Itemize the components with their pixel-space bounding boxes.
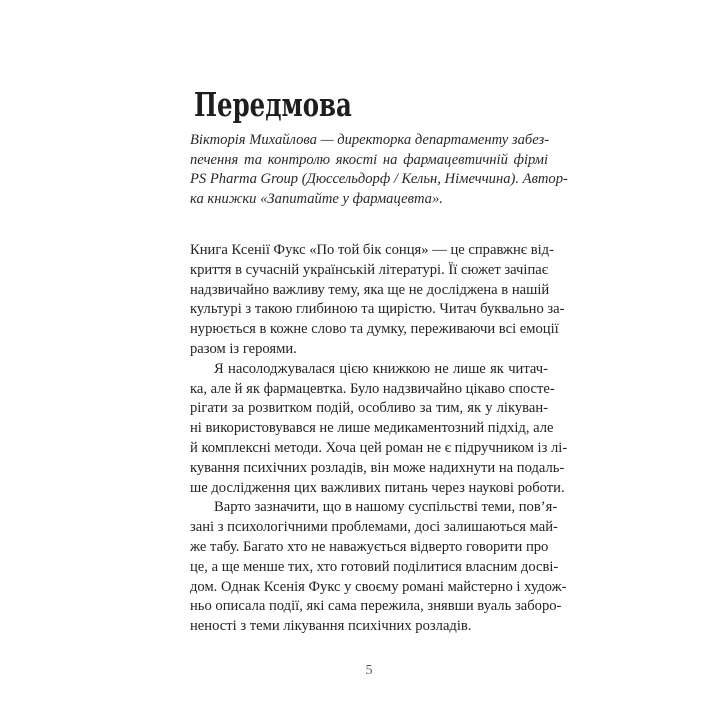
text-line: дом. Однак Ксенія Фукс у своєму романі майстерно і худож- (190, 578, 567, 595)
text-line: рігати за розвитком подій, особливо за тим, як у лікуван- (190, 400, 548, 417)
text-line: Книга Ксенії Фукс «По той бік сонця» — це справжнє від- (190, 242, 554, 258)
text-line: кування психічних розладів, він може надихнути на подаль- (190, 459, 565, 476)
text-line: Я насолоджувалася цією книжкою не лише як читач- (214, 360, 548, 377)
text-line: криття в сучасній українській літературі. Її сюжет зачіпає (190, 261, 548, 278)
bio-line: Вікторія Михайлова — директорка департаменту забез- (190, 132, 550, 148)
body-paragraph (190, 360, 568, 499)
text-line: це, а ще менше тих, хто готовий поділитися власним досві- (190, 558, 559, 575)
text-line: Варто зазначити, що в нашому суспільстві теми, пов’я- (214, 499, 558, 516)
text-line: й комплексні методи. Хоча цей роман не є підручником із лі- (190, 439, 568, 456)
bio-line: PS Pharma Group (Дюссельдорф / Кельн, Німеччина). Автор- (190, 171, 568, 187)
page-number: 5 (365, 663, 373, 678)
author-bio (190, 131, 568, 209)
text-line: ка, але й як фармацевтка. Було надзвичайно цікаво спосте- (190, 380, 555, 397)
body-paragraph (190, 498, 567, 637)
text-line: нурюється в кожне слово та думку, переживаючи всі емоції (190, 321, 559, 338)
chapter-title: Передмова (194, 85, 352, 125)
text-line: ні використовувався не лише медикаментозний підхід, але (190, 420, 554, 437)
bio-line: ка книжки «Запитайте у фармацевта». (190, 190, 443, 207)
text-line: зані з психологічними проблемами, досі залишаються май- (190, 519, 558, 536)
text-line: ньо описала події, які сама пережила, знявши вуаль заборо- (190, 598, 562, 615)
text-line: надзвичайно важливу тему, яка ще не досліджена в нашій (190, 281, 550, 298)
bio-line: печення та контролю якості на фармацевтичній фірмі (190, 151, 548, 168)
text-line: же табу. Багато хто не наважується відверто говорити про (190, 538, 549, 555)
text-line: неності з теми лікування психічних розладів. (190, 618, 472, 635)
foreword-body (190, 241, 568, 637)
text-line: ше дослідження цих важливих питань через наукові роботи. (190, 479, 565, 496)
body-paragraph (190, 241, 565, 360)
text-line: разом із героями. (190, 340, 297, 357)
text-line: культурі з такою глибиною та щирістю. Читач буквально за- (190, 301, 565, 318)
